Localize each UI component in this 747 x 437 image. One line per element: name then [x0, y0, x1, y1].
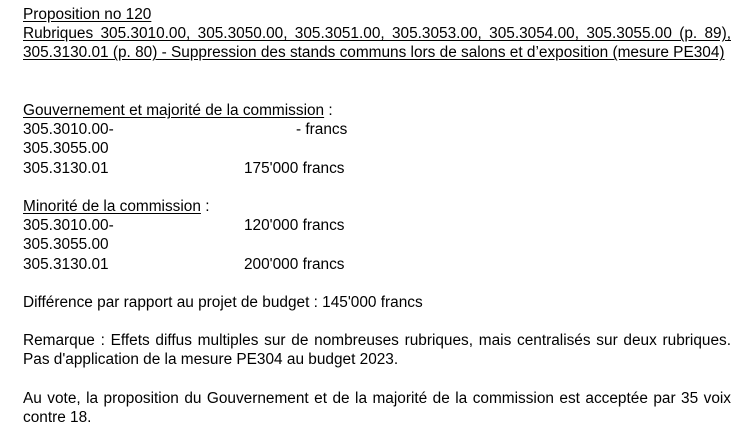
gouvernement-heading: Gouvernement et majorité de la commission	[23, 102, 325, 119]
proposal-header	[23, 5, 731, 63]
rubrique-code: 305.3010.00-	[23, 217, 114, 235]
proposal-rubriques: Rubriques 305.3010.00, 305.3050.00, 305.3051.00, 305.3053.00, 305.3054.00, 305.3055.00 (p. 89), 305.3130.01 (p. 80) - Suppression des stands communs lors de salons et d’exposition (mesure PE304)	[23, 25, 731, 62]
minorite-heading-suffix: :	[200, 198, 210, 215]
difference-paragraph	[23, 293, 731, 312]
remarque-text: Remarque : Effets diffus multiples sur de nombreuses rubriques, mais centralisés sur deux rubriques. Pas d'application de la mesure PE304 au budget 2023.	[23, 332, 731, 369]
rubrique-amount: 175'000 francs	[244, 159, 345, 177]
gouvernement-row	[23, 120, 731, 139]
rubrique-amount: 120'000 francs	[244, 217, 345, 235]
remarque-paragraph	[23, 331, 731, 369]
rubrique-code: 305.3130.01	[23, 255, 109, 273]
gouvernement-heading-suffix: :	[324, 102, 333, 119]
vote-paragraph	[23, 389, 731, 427]
rubrique-code: 305.3010.00-	[23, 121, 114, 139]
rubrique-code: 305.3055.00	[23, 236, 109, 254]
difference-text: Différence par rapport au projet de budget : 145'000 francs	[23, 294, 423, 311]
gouvernement-row	[23, 139, 731, 158]
rubrique-amount: - francs	[296, 121, 348, 139]
rubrique-amount: 200'000 francs	[244, 255, 345, 273]
proposal-title: Proposition no 120	[23, 6, 152, 23]
gouvernement-heading-line	[23, 101, 731, 120]
minorite-row	[23, 255, 731, 274]
gouvernement-row	[23, 159, 731, 178]
rubrique-code: 305.3055.00	[23, 140, 109, 158]
minorite-row	[23, 216, 731, 235]
rubrique-code: 305.3130.01	[23, 159, 109, 177]
gouvernement-section	[23, 101, 731, 178]
minorite-row	[23, 235, 731, 254]
minorite-section	[23, 197, 731, 274]
minorite-heading-line	[23, 197, 731, 216]
vote-text: Au vote, la proposition du Gouvernement et de la majorité de la commission est acceptée par 35 voix contre 18.	[23, 390, 731, 427]
minorite-heading: Minorité de la commission	[23, 198, 201, 215]
